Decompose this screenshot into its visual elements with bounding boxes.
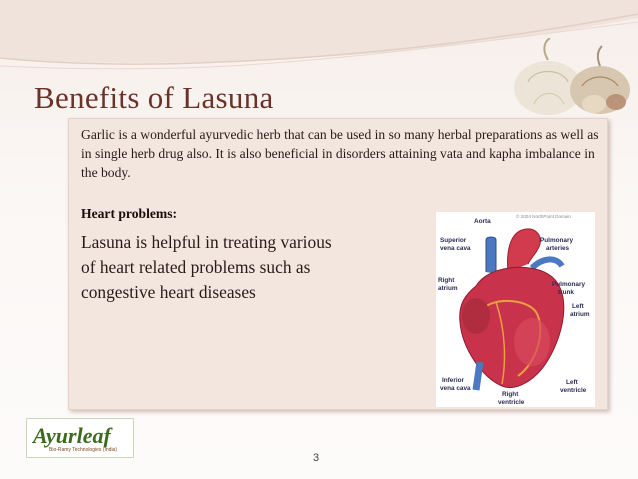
slide-title: Benefits of Lasuna — [34, 80, 274, 115]
body-line: of heart related problems such as — [81, 257, 311, 277]
label-left-ventricle-2: ventricle — [560, 387, 587, 394]
label-trunk: trunk — [558, 289, 574, 296]
label-arteries: arteries — [546, 245, 570, 252]
label-right: Right — [438, 277, 455, 284]
label-left: Left — [572, 303, 584, 310]
label-pulmonary-trunk: Pulmonary — [552, 281, 586, 288]
label-aorta: Aorta — [474, 218, 491, 225]
heart-diagram — [436, 212, 595, 407]
logo-tagline: Bio-Ramy Technologies (India) — [49, 447, 117, 453]
label-left-atrium: atrium — [570, 311, 590, 318]
label-left-ventricle: Left — [566, 379, 578, 386]
label-right-ventricle: Right — [502, 391, 519, 398]
label-inferior-vena-cava: vena cava — [440, 385, 471, 392]
body-line: congestive heart diseases — [81, 282, 256, 302]
logo-wordmark: Ayurleaf — [33, 423, 111, 448]
label-superior: Superior — [440, 237, 467, 244]
label-vena-cava: vena cava — [440, 245, 471, 252]
label-ventricle: ventricle — [498, 399, 525, 406]
label-atrium: atrium — [438, 285, 458, 292]
body-text — [81, 230, 421, 305]
heart-problems-heading: Heart problems: — [81, 206, 178, 221]
ayurleaf-logo — [26, 418, 134, 458]
label-inferior: Inferior — [442, 377, 465, 384]
body-line: Lasuna is helpful in treating various — [81, 232, 332, 252]
diagram-copyright: © 2004 NorthPoint Domain — [516, 214, 571, 219]
label-pulmonary: Pulmonary — [540, 237, 574, 244]
page-number: 3 — [313, 452, 320, 464]
garlic-image — [504, 38, 638, 118]
intro-paragraph: Garlic is a wonderful ayurvedic herb that can be used in so many herbal preparations as well as in single herb drug also. It is also beneficial in disorders attaining vata and kapha imbalance in the body. — [81, 127, 599, 180]
